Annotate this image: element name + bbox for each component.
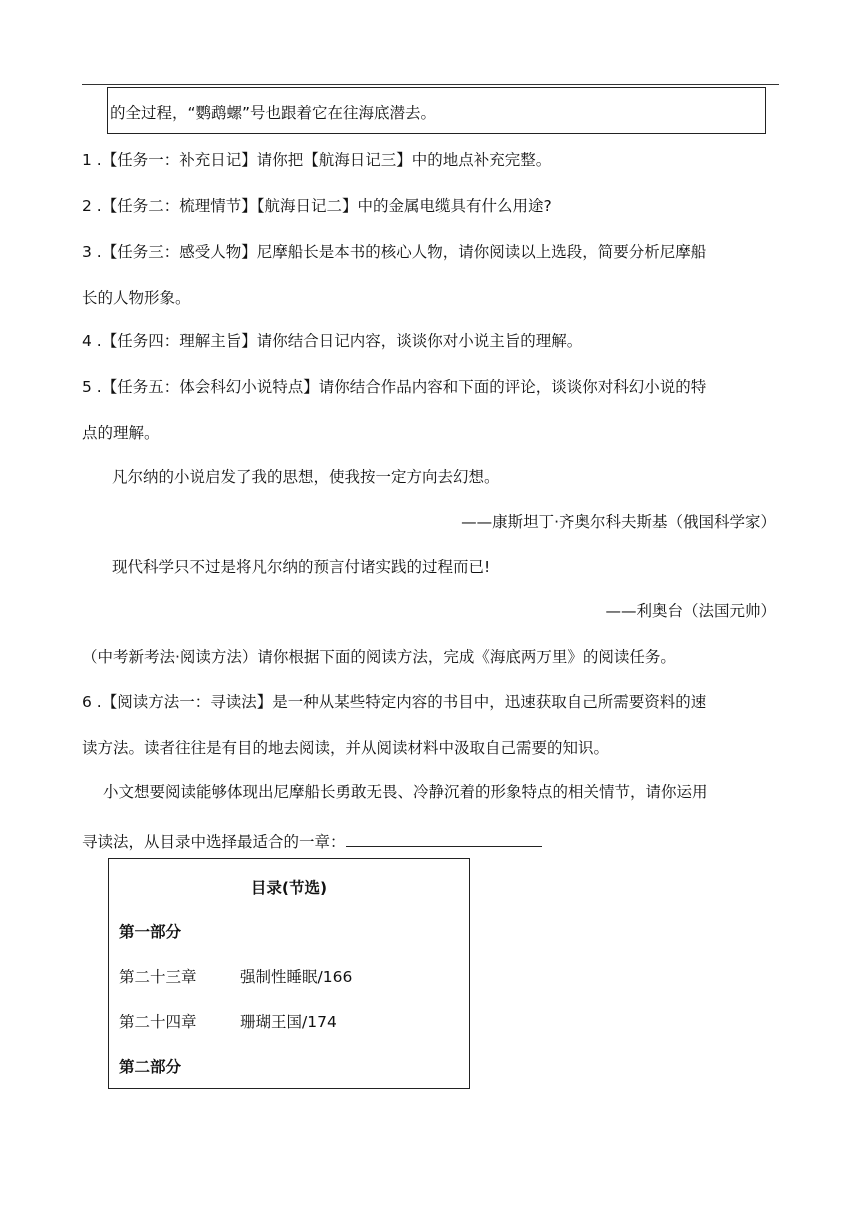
toc-chapter-23-number: 第二十三章 xyxy=(119,968,197,986)
answer-blank[interactable] xyxy=(346,828,542,847)
question-3-line2: 长的人物形象。 xyxy=(82,289,191,307)
toc-chapter-24-number: 第二十四章 xyxy=(119,1013,197,1031)
question-1: 1 .【任务一：补充日记】请你把【航海日记三】中的地点补充完整。 xyxy=(82,151,552,169)
toc-title: 目录(节选) xyxy=(250,879,328,897)
toc-chapter-24-title: 珊瑚王国/174 xyxy=(240,1013,337,1031)
header-rule xyxy=(82,84,779,85)
quote-2: 现代科学只不过是将凡尔纳的预言付诸实践的过程而已! xyxy=(112,558,491,576)
quote-2-source: ——利奥台（法国元帅） xyxy=(605,602,776,620)
question-3-line1: 3 .【任务三：感受人物】尼摩船长是本书的核心人物，请你阅读以上选段，简要分析尼摩船 xyxy=(82,243,707,261)
question-6-para-line1: 小文想要阅读能够体现出尼摩船长勇敢无畏、冷静沉着的形象特点的相关情节，请你运用 xyxy=(103,783,708,801)
question-2: 2 .【任务二：梳理情节】【航海日记二】中的金属电缆具有什么用途? xyxy=(82,197,552,215)
quote-1: 凡尔纳的小说启发了我的思想，使我按一定方向去幻想。 xyxy=(112,468,500,486)
toc-part-1: 第一部分 xyxy=(119,923,182,941)
question-6-line2: 读方法。读者往往是有目的地去阅读，并从阅读材料中汲取自己需要的知识。 xyxy=(82,739,610,757)
table-of-contents-box xyxy=(108,858,470,1089)
question-6-para-line2 xyxy=(82,828,542,852)
toc-chapter-23-title: 强制性睡眠/166 xyxy=(240,968,353,986)
question-5-line2: 点的理解。 xyxy=(82,424,160,442)
reading-task-intro: （中考新考法·阅读方法）请你根据下面的阅读方法，完成《海底两万里》的阅读任务。 xyxy=(82,648,676,666)
question-6-line1: 6 .【阅读方法一：寻读法】是一种从某些特定内容的书目中，迅速获取自己所需要资料的速 xyxy=(82,693,707,711)
excerpt-box xyxy=(107,87,766,134)
question-5-line1: 5 .【任务五：体会科幻小说特点】请你结合作品内容和下面的评论，谈谈你对科幻小说的特 xyxy=(82,378,707,396)
quote-1-source: ——康斯坦丁·齐奥尔科夫斯基（俄国科学家） xyxy=(461,513,776,531)
toc-part-2: 第二部分 xyxy=(119,1058,182,1076)
question-6-prompt: 寻读法，从目录中选择最适合的一章： xyxy=(82,833,346,851)
excerpt-text: 的全过程，“鹦鹉螺”号也跟着它在往海底潜去。 xyxy=(110,104,437,122)
question-4: 4 .【任务四：理解主旨】请你结合日记内容，谈谈你对小说主旨的理解。 xyxy=(82,332,583,350)
